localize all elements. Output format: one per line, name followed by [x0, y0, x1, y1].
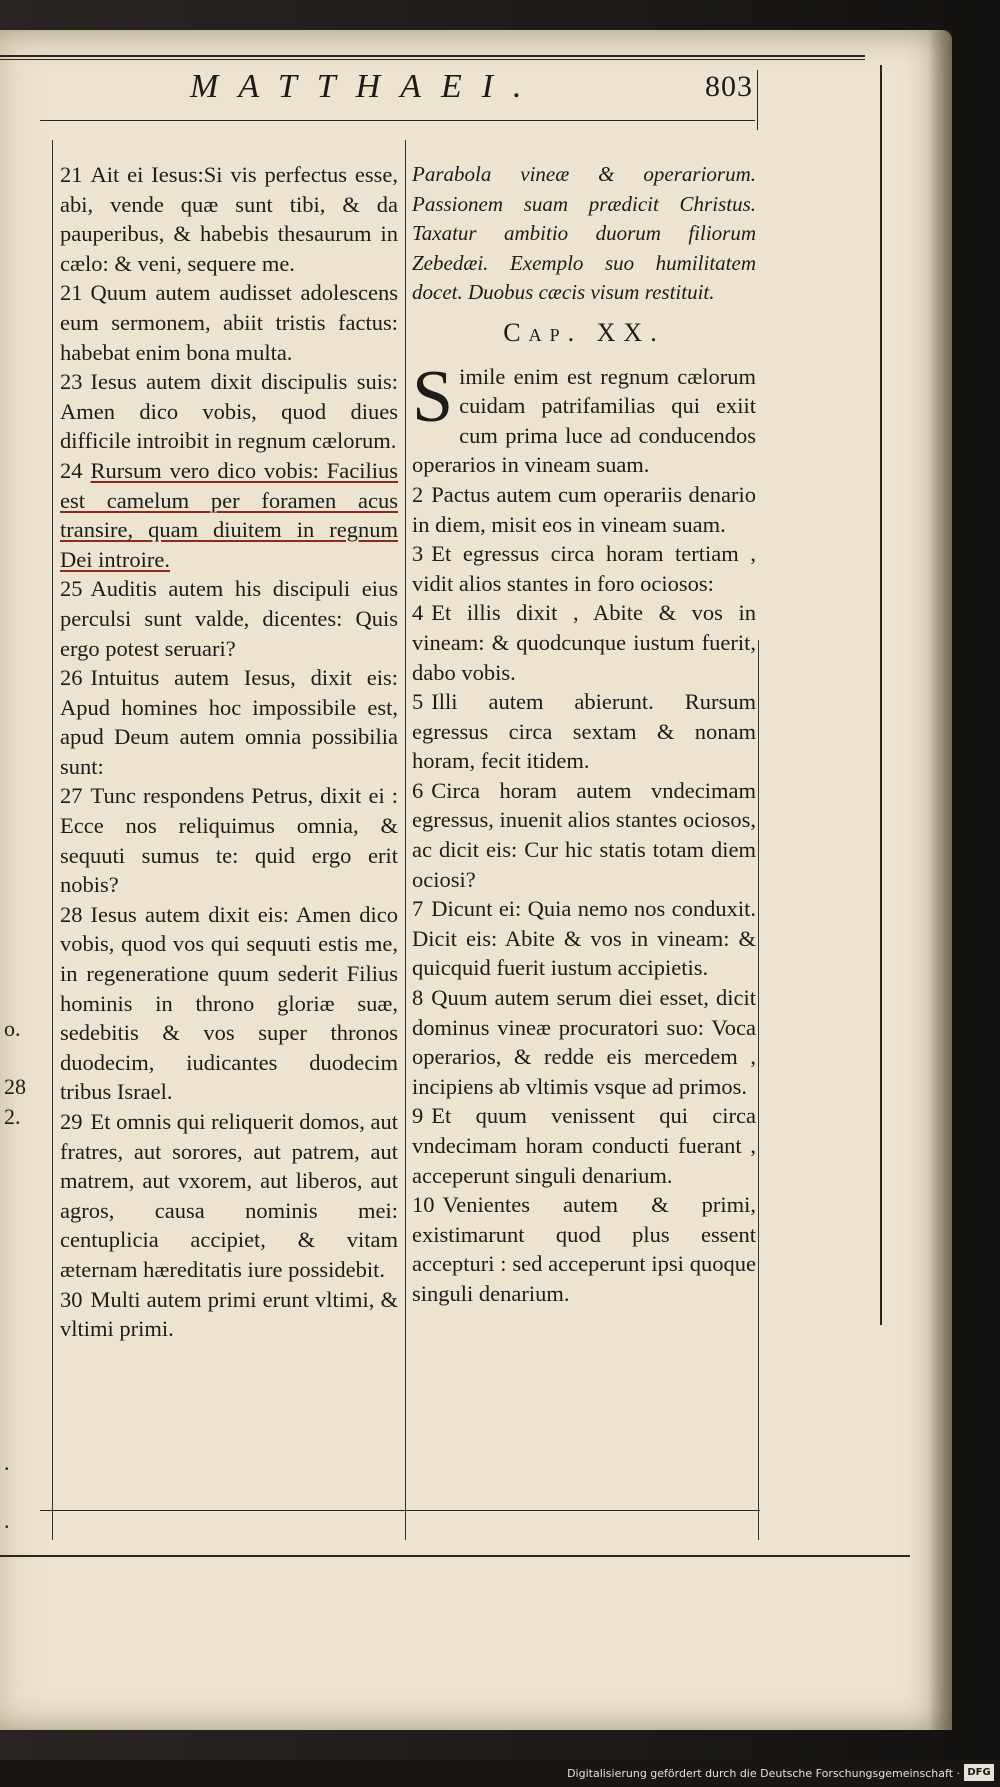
verse-number: 21 — [60, 162, 83, 187]
margin-note: 2. — [4, 1104, 21, 1129]
verse — [412, 355, 756, 480]
left-text-column — [60, 160, 398, 1344]
margin-note: o. — [4, 1016, 21, 1041]
verse-text: Et egressus circa horam tertiam , vidit alios stantes in foro ociosos: — [412, 541, 756, 596]
verse-text: Circa horam autem vndecimam egressus, inuenit alios stantes ociosos, ac dicit eis: Cur hic statis totam diem ociosi? — [412, 777, 756, 892]
top-rule-thin — [0, 59, 865, 60]
verse — [412, 480, 756, 539]
verse — [412, 1190, 756, 1308]
verse-text: Venientes autem & primi, existimarunt quod plus essent accepturi : sed acceperunt ipsi quoque singuli denarium. — [412, 1192, 756, 1306]
verse-number: 5 — [412, 689, 424, 715]
verse-text: Tunc respondens Petrus, dixit ei : Ecce nos reliquimus omnia, & sequuti sumus te: quid ergo erit nobis? — [60, 783, 398, 898]
verse-text-underlined: Rursum vero dico vobis: Facilius est camelum per foramen acus transire, quam diuitem in regnum Dei introire. — [60, 457, 398, 572]
top-rule — [0, 55, 865, 57]
verse-number: 6 — [412, 777, 424, 803]
verse-number: 7 — [412, 896, 424, 922]
dfg-logo: DFG — [964, 1764, 994, 1781]
margin-note: . — [4, 1508, 10, 1533]
verse — [412, 598, 756, 687]
verse-number: 25 — [60, 576, 83, 602]
verse — [60, 367, 398, 456]
bottom-rule — [40, 1510, 760, 1511]
verse-text: Quum autem serum diei esset, dicit dominus vineæ procuratori suo: Voca operarios, & redde eis mercedem , incipiens ab vltimis vsque ad primos. — [412, 985, 756, 1099]
verse-text: imile enim est regnum cælorum cuidam patrifamilias qui exiit cum prima luce ad conducendos operarios in vineam suam. — [412, 363, 756, 478]
verse-number: 26 — [60, 665, 83, 691]
right-column-rule — [758, 640, 759, 1540]
verse-number: 3 — [412, 541, 424, 567]
verse-number: 21 — [60, 280, 83, 306]
running-title: MATTHAEI. — [190, 68, 542, 105]
verse-text: Auditis autem his discipuli eius perculsi sunt valde, dicentes: Quis ergo potest seruari? — [60, 576, 398, 661]
outer-vertical-rule — [880, 65, 882, 1325]
footer-credit: Digitalisierung gefördert durch die Deutsche Forschungsgemeinschaft · — [567, 1767, 960, 1780]
verse — [60, 663, 398, 781]
margin-note: 28 — [4, 1074, 26, 1099]
right-text-column — [412, 160, 756, 1309]
verse — [60, 160, 398, 278]
verse-number: 29 — [60, 1109, 83, 1134]
verse — [60, 1107, 398, 1285]
verse-text: Illi autem abierunt. Rursum egressus circa sextam & nonam horam, fecit itidem. — [412, 689, 756, 774]
left-column-rule — [52, 140, 53, 1540]
verse-number: 9 — [412, 1103, 424, 1129]
verse-number: 28 — [60, 901, 83, 927]
verse-text: Et illis dixit , Abite & vos in vineam: & quodcunque iustum fuerit, dabo vobis. — [412, 600, 756, 685]
verse-text: Iesus autem dixit eis: Amen dico vobis, quod vos qui sequuti estis me, in regeneratione quum sederit Filius hominis in throno gloriæ suæ, sedebitis & vos super thronos duodecim, iudicantes duodecim tribus Israel. — [60, 901, 398, 1105]
verse-text: Dicunt ei: Quia nemo nos conduxit. Dicit eis: Abite & vos in vineam: & quicquid fuerit iustum accipietis. — [412, 896, 756, 981]
verse — [412, 894, 756, 983]
drop-cap: S — [412, 355, 454, 438]
verse-text: Intuitus autem Iesus, dixit eis: Apud homines hoc impossibile est, apud Deum autem omnia possibilia sunt: — [60, 665, 398, 779]
page-number: 803 — [705, 70, 753, 103]
verse-number: 30 — [60, 1286, 83, 1312]
verse-text: Quum autem audisset adolescens eum sermonem, abiit tristis factus: habebat enim bona multa. — [60, 280, 398, 365]
verse — [60, 1285, 398, 1344]
verse-number: 10 — [412, 1192, 435, 1218]
verse-number: 4 — [412, 600, 424, 626]
verse-text: Iesus autem dixit discipulis suis: Amen dico vobis, quod diues difficile introibit in regnum cælorum. — [60, 369, 398, 454]
verse-number: 2 — [412, 481, 424, 507]
verse — [60, 900, 398, 1107]
header-vertical-rule — [757, 70, 758, 130]
column-divider — [405, 140, 406, 1540]
margin-note: . — [4, 1450, 10, 1475]
verse-number: 8 — [412, 985, 424, 1011]
verse — [60, 574, 398, 663]
verse-number: 27 — [60, 783, 83, 809]
verse-text: Et omnis qui reliquerit domos, aut fratres, aut sorores, aut patrem, aut matrem, aut vxorem, aut liberos, aut agros, causa nominis mei: centuplicia accipiet, & vitam æternam hæreditatis iure possidebit. — [60, 1109, 398, 1282]
header-rule — [40, 120, 755, 121]
verse — [412, 1101, 756, 1190]
verse-number: 23 — [60, 369, 83, 395]
verse — [60, 781, 398, 899]
verse — [60, 456, 398, 574]
verse — [412, 983, 756, 1101]
chapter-heading: Cap. XX. — [503, 317, 665, 347]
verse-text: Pactus autem cum operariis denario in diem, misit eos in vineam suam. — [412, 481, 756, 537]
verse-text: Multi autem primi erunt vltimi, & vltimi primi. — [60, 1286, 398, 1342]
chapter-argument: Parabola vineæ & operariorum. Passionem suam prædicit Christus. Taxatur ambitio duorum filiorum Zebedæi. Exemplo suo humilitatem docet. Duobus cæcis visum restituit. — [412, 162, 756, 305]
verse — [412, 776, 756, 894]
verse-number: 24 — [60, 457, 83, 483]
bottom-rule-thick — [0, 1555, 910, 1557]
verse — [412, 539, 756, 598]
verse — [60, 278, 398, 367]
verse — [412, 687, 756, 776]
verse-text: Ait ei Iesus:Si vis perfectus esse, abi, vende quæ sunt tibi, & da pauperibus, & habebis thesaurum in cælo: & veni, sequere me. — [60, 162, 398, 276]
page-edge-shadow — [928, 30, 952, 1730]
verse-text: Et quum venissent qui circa vndecimam horam conducti fuerant , acceperunt singuli denarium. — [412, 1103, 756, 1188]
